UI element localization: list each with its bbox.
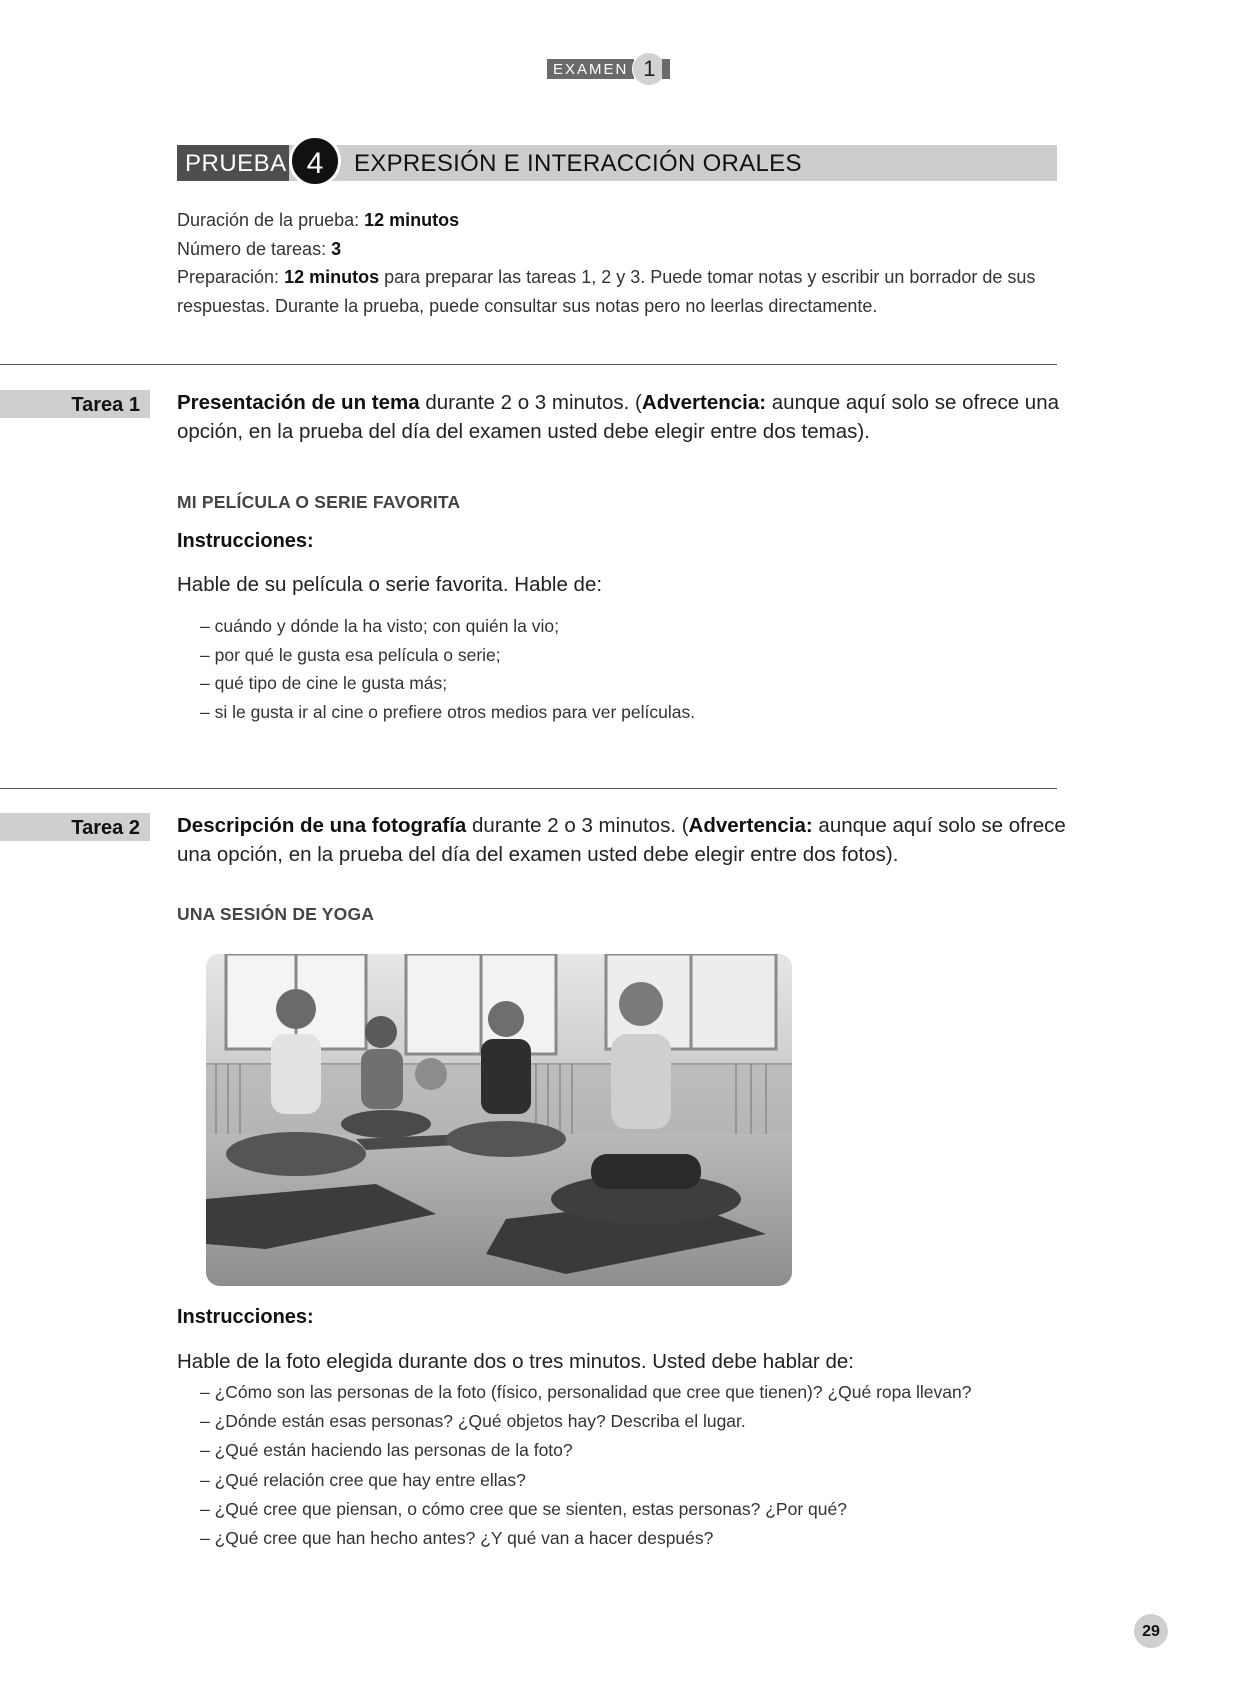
tareas-value: 3 (331, 238, 342, 259)
exam-badge-tail (662, 59, 670, 79)
tarea-2-instructions-intro: Hable de la foto elegida durante dos o tres minutos. Usted debe hablar de: (177, 1350, 854, 1373)
list-item: – por qué le gusta esa película o serie; (200, 641, 695, 670)
prep-text-1: para preparar las tareas 1, 2 y 3. Puede tomar notas y escribir un borrador de sus (379, 267, 1036, 287)
tarea-2-instructions-heading: Instrucciones: (177, 1306, 314, 1328)
divider (0, 364, 1057, 365)
tarea-1-list (200, 612, 695, 726)
tareas-label: Número de tareas: (177, 238, 332, 259)
tarea-2-tab (0, 813, 150, 841)
exam-number: 1 (632, 52, 666, 86)
list-item: – ¿Qué relación cree que hay entre ellas? (200, 1466, 971, 1495)
tarea-2-intro (177, 811, 1067, 869)
tarea-1-label: Tarea 1 (71, 394, 140, 416)
tarea-2-topic: UNA SESIÓN DE YOGA (177, 904, 375, 924)
tarea-1-instructions-heading: Instrucciones: (177, 530, 314, 552)
tarea-1-warning: Advertencia: (641, 391, 767, 414)
tarea-2-list (200, 1378, 971, 1553)
duracion-line (177, 206, 1067, 235)
tarea-1-intro (177, 388, 1067, 446)
prueba-title-box (289, 145, 1057, 181)
prep-value: 12 minutos (284, 267, 380, 287)
list-item: – si le gusta ir al cine o prefiere otros medios para ver películas. (200, 698, 695, 727)
preparacion-line-2: respuestas. Durante la prueba, puede consultar sus notas pero no leerlas directamente. (177, 295, 878, 316)
exam-label: EXAMEN (547, 59, 634, 79)
list-item: – qué tipo de cine le gusta más; (200, 669, 695, 698)
prueba-label-box (177, 145, 297, 181)
tarea-1-instructions-intro: Hable de su película o serie favorita. Hable de: (177, 573, 603, 596)
prueba-label: PRUEBA (185, 150, 287, 177)
divider (0, 788, 1057, 789)
tarea-2-intro-rest: aunque aquí solo se ofrece (812, 814, 1066, 837)
tarea-2-topic-type: Descripción de una fotografía (177, 814, 467, 837)
tarea-2-intro-line-1 (177, 811, 1067, 840)
tarea-1-intro-mid: durante 2 o 3 minutos. ( (419, 391, 642, 414)
list-item: – ¿Dónde están esas personas? ¿Qué objetos hay? Describa el lugar. (200, 1407, 971, 1436)
tarea-2-intro-line-2: una opción, en la prueba del día del examen usted debe elegir entre dos fotos). (177, 843, 899, 866)
prueba-header (177, 145, 1057, 181)
exam-badge (547, 58, 670, 80)
duracion-value: 12 minutos (364, 210, 460, 230)
tarea-1-intro-rest: aunque aquí solo se ofrece una (766, 391, 1059, 414)
tarea-2-warning: Advertencia: (688, 814, 813, 837)
page-number: 29 (1134, 1614, 1168, 1648)
tarea-1-tab (0, 390, 150, 418)
list-item: – ¿Qué cree que han hecho antes? ¿Y qué van a hacer después? (200, 1524, 971, 1553)
list-item: – cuándo y dónde la ha visto; con quién la vio; (200, 612, 695, 641)
duracion-label: Duración de la prueba: (177, 210, 365, 230)
prueba-info (177, 206, 1067, 320)
tareas-line (177, 235, 1067, 264)
yoga-photo-illustration (206, 954, 792, 1286)
prueba-number: 4 (289, 135, 341, 187)
tarea-2-intro-mid: durante 2 o 3 minutos. ( (466, 814, 689, 837)
tarea-1-intro-line-1 (177, 388, 1067, 417)
tarea-1-topic-type: Presentación de un tema (177, 391, 420, 414)
prep-label: Preparación: (177, 267, 285, 287)
preparacion-line (177, 263, 1067, 292)
tarea-1-intro-line-2: opción, en la prueba del día del examen usted debe elegir entre dos temas). (177, 420, 870, 443)
tarea-2-label: Tarea 2 (71, 817, 140, 839)
list-item: – ¿Qué cree que piensan, o cómo cree que se sienten, estas personas? ¿Por qué? (200, 1495, 971, 1524)
tarea-1-topic: MI PELÍCULA O SERIE FAVORITA (177, 492, 461, 512)
list-item: – ¿Qué están haciendo las personas de la foto? (200, 1436, 971, 1465)
yoga-photo (206, 954, 792, 1286)
prueba-title: EXPRESIÓN E INTERACCIÓN ORALES (354, 150, 802, 177)
list-item: – ¿Cómo son las personas de la foto (físico, personalidad que cree que tienen)? ¿Qué ropa llevan? (200, 1378, 971, 1407)
